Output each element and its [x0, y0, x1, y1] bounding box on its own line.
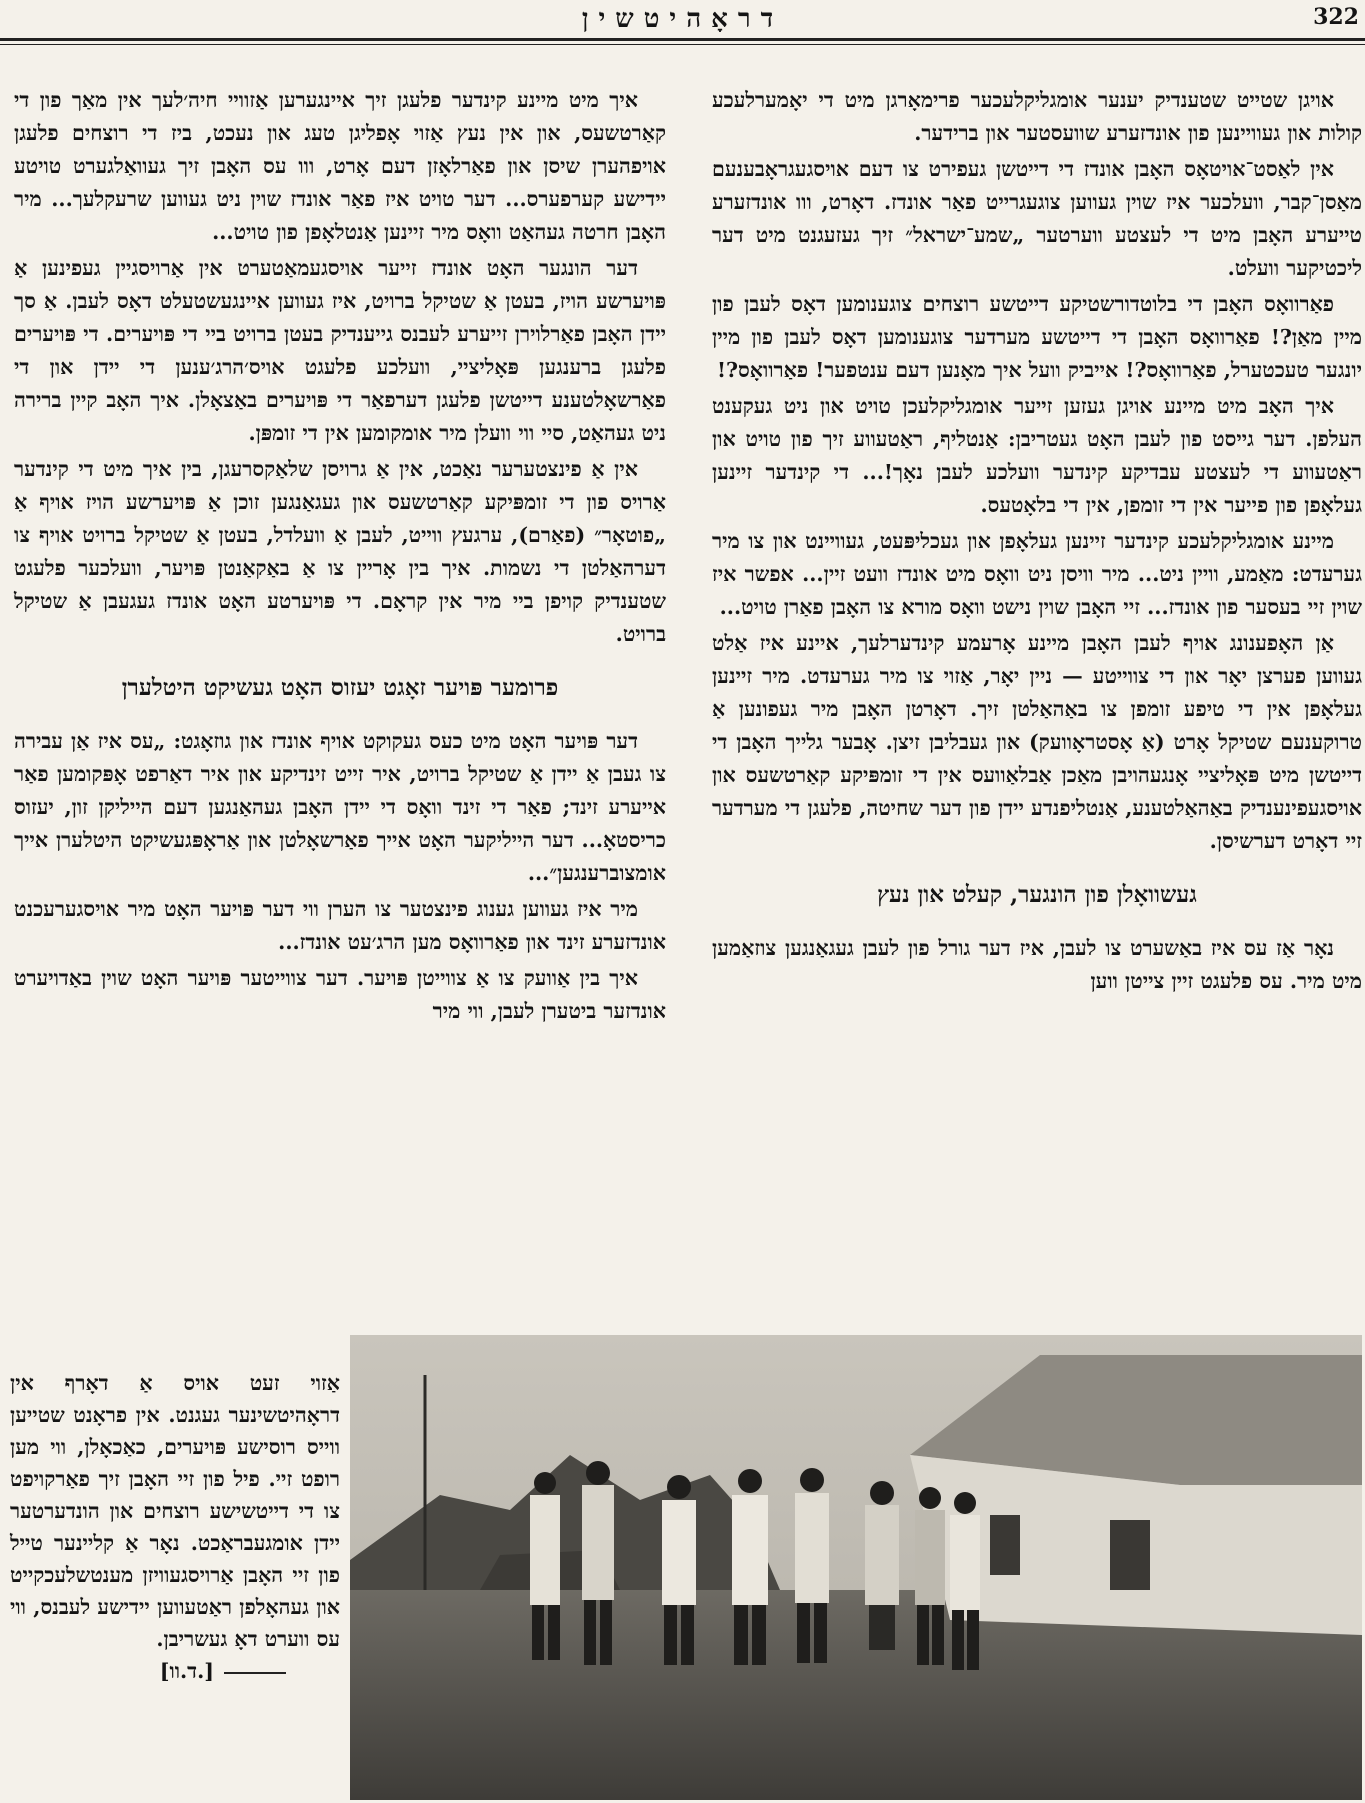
caption-text: אַזוי זעט אויס אַ דאָרף אין דראָהיטשינער געגנט. אין פראָנט שטייען ווייס רוסישע פּויערים, כאַכאָלן, ווי מען רופט זיי. פיל פון זיי האָבן זיך פאַרקויפט צו די דייטשישע רוצחים און הונדערטער יידן אומגעבראַכט. נאָר אַ קליינער טייל פון זיי האָבן אַרויסגעוויזן מענטשלעכקייט און געהאָלפן ראַטעווען יידישע לעבנס, ווי עס ווערט דאָ געשריבן.: [10, 1371, 340, 1651]
header-rule-thick: [0, 38, 1365, 41]
signature-dash: [224, 1672, 286, 1674]
right-paragraph-4: איך האָב מיט מיינע אויגן געזען זייער אומגליקלעכן טויט און ניט געקענט העלפן. דער גייסט פון לעבן האָט געטריבן: אַנטליף, ראַטעווע זיך פון טויט און ראַטעווע די לעצטע עבדיקע קינדער וועלכע לעבן נאָך!... די קינדער זיינען געלאָפן פון פייער אין די זומפן, אין די בלאָטעס.: [712, 394, 1362, 517]
header-rule-thin: [0, 44, 1365, 45]
right-paragraph-2: אין לאַסט־אויטאָס האָבן אונדז די דייטשן געפירט צו דעם אויסגעגראָבענעם מאַסן־קבר, וועלכער איז שוין געווען צוגעגרייט פאַר אונדז. דאָרט, ווו אונדזערע טייערע האָבן מיט די לעצטע ווערטער „שמע־ישראל״ זיך געזעגנט מיט דער ליכטיקער וועלט.: [712, 157, 1362, 280]
caption-signature: [ד.וו.]: [159, 1659, 214, 1683]
left-paragraph-after-3: איך בין אַוועק צו אַ צווייטן פּויער. דער צווייטער פּויער האָט שוין באַדויערט אונדזער ביטערן לעבן, ווי מיר: [14, 966, 666, 1023]
photo-caption: [10, 1367, 340, 1687]
village-photo-illustration: [350, 1335, 1362, 1800]
running-title: דראָהיטשין: [581, 4, 784, 34]
left-paragraph-2: דער הונגער האָט אונדז זייער אויסגעמאַטערט אין אַרויסגיין געפינען אַ פּויערשע הויז, בעטן אַ שטיקל ברויט, איז געווען איינגעשטעלט דאָס לעבן. אַ סך יידן האָבן פאַרלוירן זייערע לעבנס גייענדיק בעטן ברויט ביי די פּויערים. די פּויערים פלעגן ברענגען פּאָליציי, וועלכע פלעגט אויס׳הרג׳ענען די יידן און די פאַרשאָלטענע דייטשן פלעגן דערפאַר די פּויערים באַצאָלן. איך האָב קיין ברירה ניט געהאַט, סיי ווי וועלן מיר אומקומען אין די זומפּן.: [14, 256, 666, 445]
right-paragraph-3: פאַרוואָס האָבן די בלוטדורשטיקע דייטשע רוצחים צוגענומען דאָס לעבן פון מיין מאַן?! פאַרוואָס האָבן די דייטשע מערדער צוגענומען דאָס לעבן פון מיין יונגער טעכטערל, פאַרוואָס?! אייביק וועל איך מאָנען דעם ענטפער! פאַרוואָס?!: [712, 292, 1362, 382]
left-paragraph-1: איך מיט מיינע קינדער פלעגן זיך איינגערען אַזוויי חיה׳לעך אין מאַך פון די קאַרטשעס, און אין נעץ אַזוי אָפליגן טעג און נעכט, ביז די רוצחים פלעגן אויפהערן שיסן און פאַרלאָזן דעם אָרט, ווו עס האָבן זיך געוואַלגערט טויטע יידישע קערפערס... דער טויט איז פאַר אונדז שוין ניט געווען שרעקלעך... מיר האָבן חרטה געהאַט וואָס מיר זיינען אַנטלאָפן פון טויט...: [14, 88, 666, 244]
page-header: [0, 0, 1365, 40]
left-section-heading: פרומער פּויער זאָגט יעזוס האָט געשיקט היטלערן: [121, 674, 559, 701]
left-paragraph-after-2: מיר איז געווען גענוג פינצטער צו הערן ווי דער פּויער האָט מיר אויסגערעכנט אונדזערע זינד און פאַרוואָס מען הרג׳עט אונדז...: [14, 897, 666, 954]
left-paragraph-after-1: דער פּויער האָט מיט כעס געקוקט אויף אונדז און גוזאָגט: „עס איז אַן עבירה צו געבן אַ יידן אַ שטיקל ברויט, איר זייט זינדיקע און איר דאַרפט אָפּקומען פאַר אייערע זינד; פאַר די זינד וואָס די יידן האָבן געהאַנגען דעם הייליקן זון, יעזוס כריסטאָ... דער הייליקער האָט אייך פאַרשאָלטן און אַראָפּגעשיקט היטלערן אייך אומצוברענגען״...: [14, 729, 666, 885]
right-section-heading: געשוואָלן פון הונגער, קעלט און נעץ: [877, 881, 1197, 908]
village-photo: [350, 1335, 1362, 1800]
house-door: [1110, 1520, 1150, 1590]
caption-signature-line: [160, 1655, 296, 1687]
right-paragraph-6: אַן האָפענונג אויף לעבן האָבן מיינע אָרעמע קינדערלעך, איינע איז אַלט געווען פערצן יאָר און די צווייטע — ניין יאָר, אַזוי צו מיר גערעדט. מיר זיינען געלאָפן אין די טיפע זומפן צו באַהאַלטן זיך. דאָרטן האָבן מיר געפונען אַ טרוקענעם שטיקל אָרט (אַ אָסטראָוועק) און געבליבן זיצן. אָבער גלייך האָבן די דייטשן מיט פּאָליציי אָנגעהויבן מאַכן אַבלאַוועס אין די זומפּיקע קאַרטשעס און אויסגעפינענדיק באַהאַלטענע, אַנטליפנדע יידן פון דער שחיטה, פלעגן די מערדער זיי דאָרט דערשיסן.: [712, 631, 1362, 853]
page-number: 322: [1313, 4, 1359, 30]
right-paragraph-after-heading: נאָר אַז עס איז באַשערט צו לעבן, איז דער גורל פון לעבן געגאַנגען צוזאַמען מיט מיר. עס פלעגט זיין צייטן ווען: [712, 936, 1362, 993]
right-column: [712, 84, 1362, 998]
right-paragraph-5: מיינע אומגליקלעכע קינדער זיינען געלאָפן און געכליפּעט, געוויינט און צו מיר גערעדט: מאַמע, וויין ניט... מיר וויסן ניט וואָס מיט אונדז וועט זיין... אפשר איז שוין זיי בעסער פון אונדז... זיי האָבן שוין נישט וואָס מורא צו האָבן פאַרן טויט...: [712, 529, 1362, 619]
right-paragraph-1: אויגן שטייט שטענדיק יענער אומגליקלעכער פרימאָרגן מיט די יאָמערלעכע קולות און געוויינען פון אונדזערע שוועסטער און ברידער.: [712, 88, 1362, 145]
house-window: [990, 1515, 1020, 1575]
left-column: [14, 84, 666, 1028]
left-paragraph-3: אין אַ פינצטערער נאַכט, אין אַ גרויסן שלאַקסרעגן, בין איך מיט די קינדער אַרויס פון די זומפּיקע קאַרטשעס און געגאַנגען זוכן אַ פּויערשע הויז אויף אַ „פוטאָר״ (פאַרם), ערגעץ ווייט, לעבן אַ וועלדל, בעטן אַ שטיקל ברויט אויף צו דערהאַלטן די נשמות. איך בין אָריין צו אַ באַקאַנטן פּויער, וועלכער פלעגט שטענדיק קויפן ביי מיר אין קראָם. די פּויערטע האָט אונדז געגעבן אַ שטיקל ברויט.: [14, 457, 666, 646]
villager-6: [865, 1481, 899, 1650]
